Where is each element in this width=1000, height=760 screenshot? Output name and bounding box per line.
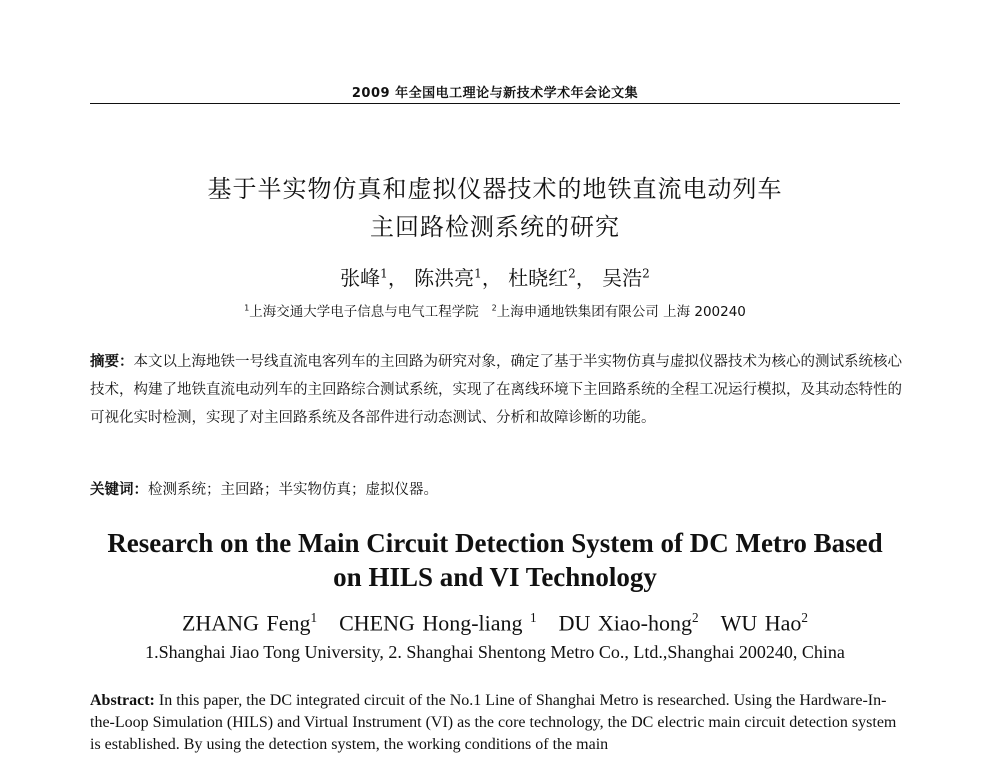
affil-mark: 1 [244,302,250,313]
affiliation-2: 上海申通地铁集团有限公司 上海 200240 [496,304,746,320]
affiliation-1: 上海交通大学电子信息与电气工程学院 [249,304,479,320]
author-affil-mark: 1 [380,266,388,281]
chinese-authors [90,262,900,291]
author-name: 陈洪亮 [414,266,475,290]
author-name: ZHANG Feng [181,610,311,636]
author-affil-mark: 2 [642,266,650,281]
abstract-label: 摘要： [90,354,134,370]
abstract-text: In this paper, the DC integrated circuit of the No.1 Line of Shanghai Metro is researched. Using the Hardware-In-the-Loop Simulation (HILS) and Virtual Instrument (VI) as the core technology, the DC electric main circuit detection system is established. By using the detection system, the working conditions of the main [90,692,897,753]
header-rule [90,103,900,104]
chinese-abstract [90,348,902,432]
english-title [90,526,900,594]
author-affil-mark: 1 [530,610,537,625]
author-name: 吴浩 [602,266,643,290]
abstract-text: 本文以上海地铁一号线直流电客列车的主回路为研究对象，确定了基于半实物仿真与虚拟仪器技术为核心的测试系统核心技术，构建了地铁直流电动列车的主回路综合测试系统，实现了在离线环境下主回路系统的全程工况运行模拟，及其动态特性的可视化实时检测，实现了对主回路系统及各部件进行动态测试、分析和故障诊断的功能。 [90,354,902,426]
chinese-keywords [90,478,902,499]
author-affil-mark: 1 [474,266,482,281]
author-affil-mark: 2 [568,266,576,281]
author-separator: ， [481,266,502,290]
author-name: 杜晓红 [508,266,569,290]
chinese-title [90,170,900,246]
english-abstract [90,690,902,756]
english-title-line-1: Research on the Main Circuit Detection System of DC Metro Based [107,528,883,558]
chinese-title-line-2: 主回路检测系统的研究 [370,213,620,241]
english-title-line-2: on HILS and VI Technology [333,562,657,592]
abstract-label: Abstract: [90,692,155,709]
author-affil-mark: 2 [692,610,699,625]
author-name: WU Hao [720,610,802,636]
chinese-affiliations [90,300,900,320]
affil-mark: 2 [491,302,497,313]
author-separator: ， [387,266,408,290]
author-affil-mark: 1 [310,610,318,625]
keywords-text: 检测系统；主回路；半实物仿真；虚拟仪器。 [148,482,438,498]
author-separator: ， [575,266,596,290]
keywords-label: 关键词： [90,482,148,498]
english-affiliations: 1.Shanghai Jiao Tong University, 2. Shanghai Shentong Metro Co., Ltd.,Shanghai 200240, China [145,642,845,662]
author-name: CHENG Hong-liang [339,610,531,636]
chinese-title-line-1: 基于半实物仿真和虚拟仪器技术的地铁直流电动列车 [207,175,783,203]
running-header: 2009 年全国电工理论与新技术学术年会论文集 [351,86,639,101]
author-name: 张峰 [340,266,381,290]
author-affil-mark: 2 [801,610,809,625]
author-name: DU Xiao-hong [558,610,693,636]
english-authors [90,610,900,636]
